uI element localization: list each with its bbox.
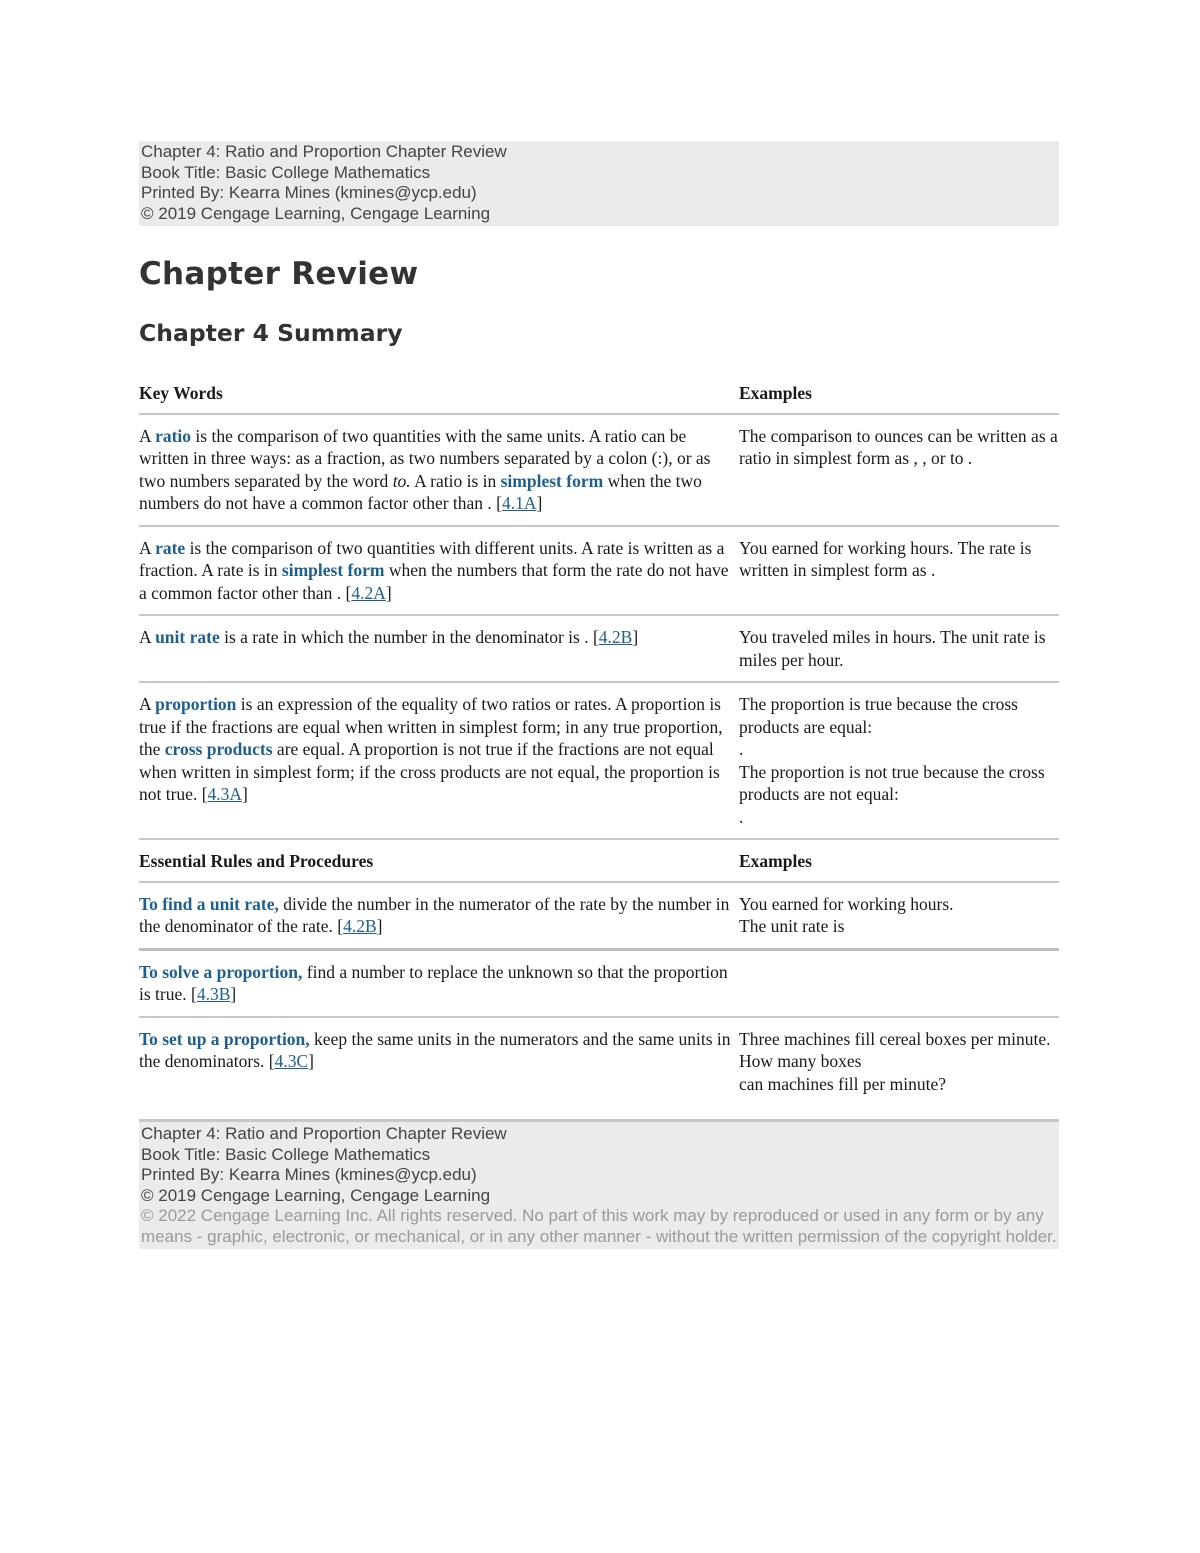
text: is the comparison of two quantities with different units. A rate is written as a fraction. A rate is in: [139, 537, 725, 580]
text: ]: [385, 582, 392, 603]
text: A: [139, 425, 156, 446]
rule-set-up-proportion: To set up a proportion,: [139, 1028, 310, 1049]
section-link[interactable]: 4.1A: [502, 493, 537, 513]
text: ]: [242, 784, 248, 804]
text: A: [139, 627, 156, 647]
example-text: The proportion is true because the cross products are equal:: [739, 694, 1018, 737]
text: divide the number in the numerator of the rate by the number in the denominator of the rate. [: [139, 893, 730, 936]
text: is a rate in which the number in the denominator is . [: [219, 627, 599, 647]
header-chapter: Chapter 4: Ratio and Proportion Chapter Review: [141, 142, 507, 161]
header-book-title: Book Title: Basic College Mathematics: [141, 162, 431, 182]
example-cell: [739, 893, 1059, 938]
table-row: [139, 616, 1059, 683]
header-printed-by: Printed By: Kearra Mines (kmines@ycp.edu): [141, 183, 477, 202]
term-simplest-form: simplest form: [500, 470, 604, 491]
table-header-row: [139, 382, 1059, 415]
example-text: .: [739, 806, 744, 827]
col-header-key-words: Key Words: [139, 383, 223, 403]
text: are equal. A proportion is not true if the fractions are not equal when written in simplest form; if the cross products are not equal, the proportion is not true. [: [139, 739, 720, 804]
text: ]: [230, 984, 237, 1004]
example-text: .: [739, 739, 744, 759]
term-cross-products: cross products: [164, 739, 273, 759]
table-row: [139, 415, 1059, 527]
section-link[interactable]: 4.2B: [343, 916, 377, 936]
summary-table: [139, 382, 1059, 1095]
text: A ratio is in: [410, 470, 501, 491]
text: when the two numbers do not have a common factor other than . [: [139, 470, 702, 513]
table-row: [139, 1018, 1059, 1096]
key-word-cell: [139, 425, 739, 515]
key-word-cell: [139, 537, 739, 605]
table-header-row: [139, 840, 1059, 883]
text: ]: [376, 916, 383, 936]
table-row: [139, 527, 1059, 617]
example-text: Three machines fill cereal boxes per minute. How many boxes: [739, 1028, 1051, 1071]
footer-book-title: Book Title: Basic College Mathematics: [141, 1144, 431, 1164]
term-proportion: proportion: [155, 694, 237, 714]
text: ]: [536, 493, 543, 513]
footer-chapter: Chapter 4: Ratio and Proportion Chapter Review: [141, 1124, 507, 1143]
col-header-examples: Examples: [739, 851, 812, 871]
example-text: The unit rate is: [739, 916, 845, 936]
rule-cell: [139, 1028, 739, 1096]
text: A: [139, 537, 156, 558]
text: ]: [632, 627, 639, 647]
example-cell: You traveled miles in hours. The unit rate is miles per hour.: [739, 627, 1046, 670]
text: A: [139, 694, 156, 714]
text: find a number to replace the unknown so that the proportion is true. [: [139, 961, 728, 1004]
key-word-cell: [139, 693, 739, 828]
term-unit-rate: unit rate: [155, 627, 220, 647]
section-link[interactable]: 4.2B: [598, 627, 633, 647]
term-simplest-form: simplest form: [281, 560, 385, 580]
table-row: [139, 683, 1059, 840]
example-cell: [739, 961, 1059, 1006]
text: is an expression of the equality of two ratios or rates. A proportion is true if the fractions are equal when written in simplest form; in any true proportion, the: [139, 694, 723, 759]
rule-cell: [139, 893, 739, 938]
term-rate: rate: [155, 537, 186, 558]
term-ratio: ratio: [155, 425, 192, 446]
section-title: Chapter 4 Summary: [139, 319, 403, 347]
example-text: You earned for working hours.: [739, 893, 954, 914]
example-cell: You earned for working hours. The rate is written in simplest form as .: [739, 537, 1032, 580]
example-cell: The comparison to ounces can be written as a ratio in simplest form as , , or to .: [739, 425, 1058, 468]
example-text: can machines fill per minute?: [739, 1073, 947, 1094]
col-header-rules: Essential Rules and Procedures: [139, 851, 374, 871]
section-link[interactable]: 4.3A: [207, 784, 243, 804]
print-footer: [139, 1119, 1059, 1249]
text: ]: [308, 1051, 314, 1071]
rule-solve-proportion: To solve a proportion,: [139, 961, 303, 982]
footer-rights-notice: © 2022 Cengage Learning Inc. All rights reserved. No part of this work may by reproduced or used in any form or by any means - graphic, electronic, or mechanical, or in any other manner - without the written permission of the copyright holder.: [141, 1206, 1057, 1246]
text: keep the same units in the numerators and the same units in the denominators. [: [139, 1028, 731, 1071]
example-cell: [739, 693, 1059, 828]
key-word-cell: [139, 626, 739, 671]
example-cell: [739, 1028, 1059, 1096]
col-header-examples: Examples: [739, 383, 812, 403]
text: is the comparison of two quantities with the same units. A ratio can be written in three ways: as a fraction, as two numbers separated by a colon (:), or as two numbers separated by the word: [139, 425, 711, 491]
table-row: [139, 883, 1059, 951]
footer-copyright: © 2019 Cengage Learning, Cengage Learning: [141, 1185, 491, 1205]
section-link[interactable]: 4.2A: [351, 582, 386, 603]
text: when the numbers that form the rate do not have a common factor other than . [: [139, 560, 729, 603]
print-header: [139, 141, 1059, 226]
rule-cell: [139, 961, 739, 1006]
section-link[interactable]: 4.3B: [196, 984, 231, 1004]
table-row: [139, 951, 1059, 1018]
text: to.: [392, 470, 411, 491]
footer-printed-by: Printed By: Kearra Mines (kmines@ycp.edu): [141, 1165, 477, 1184]
rule-find-unit-rate: To find a unit rate,: [139, 893, 279, 914]
section-link[interactable]: 4.3C: [274, 1051, 309, 1071]
example-text: The proportion is not true because the cross products are not equal:: [739, 761, 1045, 804]
header-copyright: © 2019 Cengage Learning, Cengage Learning: [141, 203, 491, 223]
document-page: [139, 141, 1059, 1249]
page-title: Chapter Review: [139, 256, 419, 292]
